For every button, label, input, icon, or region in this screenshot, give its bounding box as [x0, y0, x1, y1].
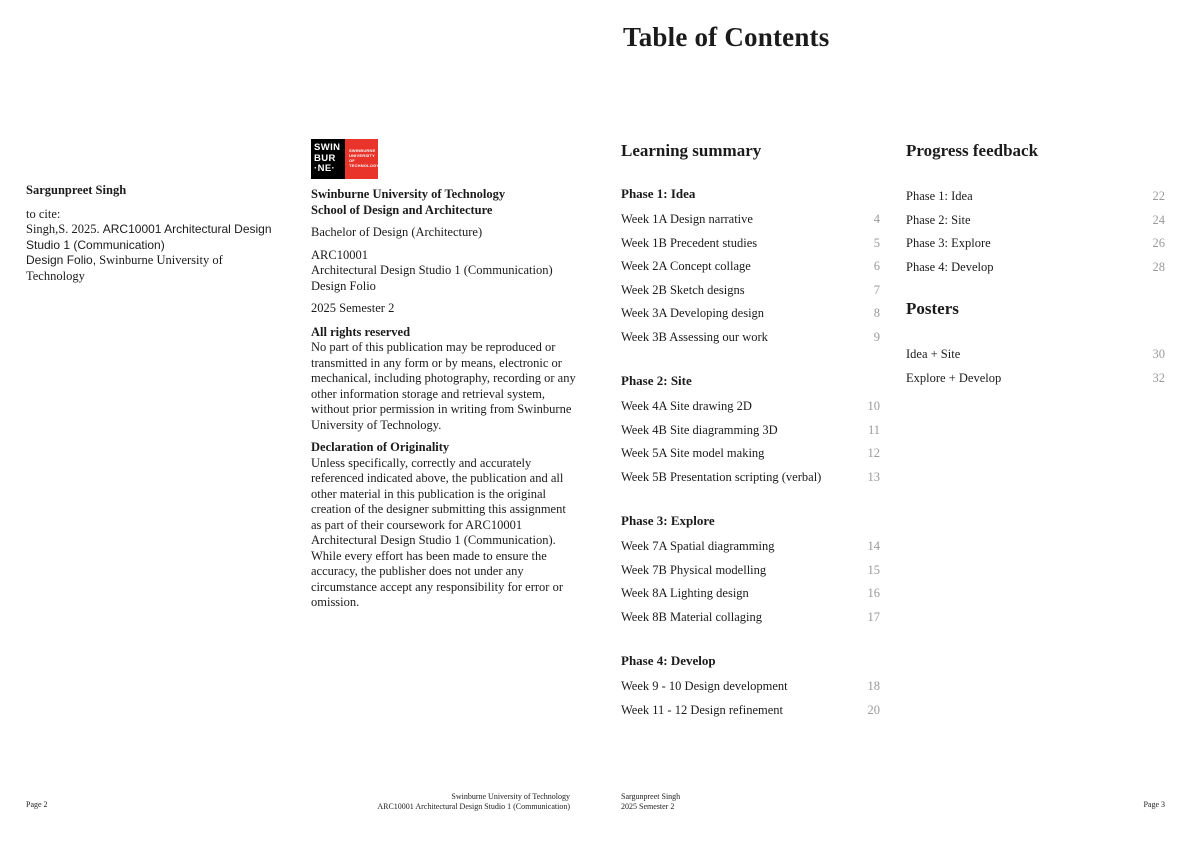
toc-entry-page: 18	[867, 679, 880, 694]
footer-semester: 2025 Semester 2	[621, 802, 675, 811]
progress-feedback-heading: Progress feedback	[906, 141, 1039, 160]
toc-entry-list	[621, 395, 880, 489]
page-title: Table of Contents	[623, 22, 830, 52]
rights-body: No part of this publication may be reproduced or transmitted in any form or by means, electronic or mechanical, including photography, recording or any other information storage and retrieval system, without prior permission in writing from Swinburne University of Technology.	[311, 340, 576, 432]
course-block	[311, 248, 577, 295]
toc-entry-page: 9	[873, 329, 880, 344]
rights-heading: All rights reserved	[311, 324, 411, 339]
toc-entry	[621, 535, 880, 559]
toc-entry	[621, 559, 880, 583]
toc-entry-page: 11	[867, 422, 880, 437]
toc-entry-page: 4	[873, 212, 880, 227]
cite-course: ARC10001 Architectural Design Studio 1 (Communication)	[26, 222, 272, 252]
toc-entry-list	[621, 208, 880, 349]
folio-label: Design Folio	[311, 278, 376, 293]
swinburne-logo-tagline: SWINBURNE UNIVERSITY OF TECHNOLOGY	[345, 139, 378, 179]
toc-entry-page: 22	[1152, 189, 1165, 204]
toc-entry	[906, 343, 1165, 367]
toc-entry-label: Explore + Develop	[906, 370, 1002, 385]
toc-phase-heading: Phase 2: Site	[621, 373, 692, 388]
toc-entry-page: 8	[873, 306, 880, 321]
footer-imprint-left	[377, 792, 570, 812]
cite-university: Swinburne University of Technology	[26, 253, 223, 283]
toc-entry-label: Phase 3: Explore	[906, 236, 991, 251]
cite-folio: Design Folio,	[26, 253, 97, 267]
toc-entry-page: 30	[1152, 347, 1165, 362]
university-school-block	[311, 187, 577, 218]
toc-entry	[621, 699, 880, 723]
toc-entry-page: 10	[867, 399, 880, 414]
cite-label: to cite:	[26, 206, 61, 221]
footer-course: ARC10001 Architectural Design Studio 1 (Communication)	[377, 802, 570, 811]
university-name: Swinburne University of Technology	[311, 187, 506, 201]
toc-entry-label: Week 4B Site diagramming 3D	[621, 422, 778, 437]
toc-entry-page: 20	[867, 702, 880, 717]
toc-entry	[906, 232, 1165, 256]
cite-author-year: Singh,S. 2025.	[26, 222, 103, 236]
imprint-column	[311, 139, 577, 618]
citation-block	[26, 207, 284, 285]
toc-entry	[621, 582, 880, 606]
toc-entry	[906, 185, 1165, 209]
toc-entry	[621, 326, 880, 350]
toc-entry	[621, 395, 880, 419]
toc-entry-page: 28	[1152, 259, 1165, 274]
rights-block	[311, 325, 577, 434]
course-name: Architectural Design Studio 1 (Communication)	[311, 263, 553, 277]
toc-entry-label: Phase 2: Site	[906, 212, 971, 227]
progress-feedback-list	[906, 185, 1165, 279]
toc-entry-label: Week 7A Spatial diagramming	[621, 539, 775, 554]
declaration-heading: Declaration of Originality	[311, 440, 450, 454]
toc-section-phase-2	[621, 372, 880, 489]
toc-entry-label: Week 8A Lighting design	[621, 586, 749, 601]
toc-entry	[906, 256, 1165, 280]
toc-entry	[621, 255, 880, 279]
toc-entry-page: 7	[873, 282, 880, 297]
toc-entry-page: 32	[1152, 370, 1165, 385]
toc-entry-label: Week 7B Physical modelling	[621, 562, 767, 577]
learning-summary-heading: Learning summary	[621, 141, 762, 160]
toc-entry-page: 16	[867, 586, 880, 601]
author-column	[26, 183, 284, 284]
toc-section-phase-4	[621, 652, 880, 722]
declaration-block	[311, 440, 577, 611]
footer-imprint-right	[621, 792, 680, 812]
toc-entry	[906, 209, 1165, 233]
toc-phase-heading: Phase 3: Explore	[621, 513, 715, 528]
progress-feedback-column	[906, 140, 1165, 390]
toc-entry-label: Week 5B Presentation scripting (verbal)	[621, 469, 822, 484]
course-code: ARC10001	[311, 247, 368, 262]
learning-summary-column	[621, 140, 880, 745]
swinburne-logo-wordmark: SWIN BUR ·NE·	[311, 139, 345, 179]
toc-entry-label: Week 4A Site drawing 2D	[621, 399, 752, 414]
toc-entry-label: Week 5A Site model making	[621, 446, 765, 461]
toc-entry-page: 15	[867, 562, 880, 577]
toc-entry-label: Week 3A Developing design	[621, 306, 765, 321]
toc-entry-page: 5	[873, 235, 880, 250]
swinburne-logo-icon	[311, 139, 378, 179]
toc-entry-list	[621, 675, 880, 722]
toc-entry	[621, 606, 880, 630]
toc-entry	[621, 208, 880, 232]
toc-section-phase-3	[621, 512, 880, 629]
toc-entry	[621, 442, 880, 466]
footer-page-number-right: Page 3	[1143, 800, 1165, 809]
toc-entry-list	[621, 535, 880, 629]
toc-entry-page: 14	[867, 539, 880, 554]
toc-entry-label: Week 2A Concept collage	[621, 259, 751, 274]
toc-entry	[621, 302, 880, 326]
toc-entry-label: Week 2B Sketch designs	[621, 282, 745, 297]
toc-entry-label: Week 9 - 10 Design development	[621, 679, 788, 694]
declaration-body: Unless specifically, correctly and accurately referenced indicated above, the publication and all other material in this publication is the original creation of the designer submitting this assignment as part of their coursework for ARC10001 Architectural Design Studio 1 (Communication). While every effort has been made to ensure the accuracy, the publisher does not under any circumstance accept any responsibility for error or omission.	[311, 455, 566, 609]
toc-entry	[621, 419, 880, 443]
toc-entry-label: Idea + Site	[906, 347, 961, 362]
toc-entry	[621, 466, 880, 490]
toc-entry	[621, 232, 880, 256]
author-name: Sargunpreet Singh	[26, 183, 127, 197]
toc-entry-label: Week 8B Material collaging	[621, 609, 762, 624]
toc-entry-page: 12	[867, 446, 880, 461]
toc-entry	[621, 279, 880, 303]
toc-entry	[906, 367, 1165, 391]
toc-phase-heading: Phase 1: Idea	[621, 186, 696, 201]
toc-entry-label: Week 1A Design narrative	[621, 212, 753, 227]
toc-entry-label: Week 1B Precedent studies	[621, 235, 758, 250]
toc-entry-label: Phase 4: Develop	[906, 259, 994, 274]
toc-entry-label: Phase 1: Idea	[906, 189, 973, 204]
toc-entry-page: 17	[867, 609, 880, 624]
toc-entry-page: 24	[1152, 212, 1165, 227]
semester-label: 2025 Semester 2	[311, 301, 395, 315]
footer-author: Sargunpreet Singh	[621, 792, 681, 801]
footer-page-number-left: Page 2	[26, 800, 48, 809]
degree-name: Bachelor of Design (Architecture)	[311, 225, 483, 239]
school-name: School of Design and Architecture	[311, 202, 493, 217]
posters-heading: Posters	[906, 299, 959, 318]
footer-university: Swinburne University of Technology	[451, 792, 570, 801]
toc-phase-heading: Phase 4: Develop	[621, 653, 716, 668]
toc-entry-page: 6	[873, 259, 880, 274]
posters-list	[906, 343, 1165, 390]
toc-entry-page: 26	[1152, 236, 1165, 251]
toc-section-phase-1	[621, 185, 880, 349]
toc-entry-label: Week 11 - 12 Design refinement	[621, 702, 784, 717]
toc-entry	[621, 675, 880, 699]
toc-entry-label: Week 3B Assessing our work	[621, 329, 768, 344]
toc-entry-page: 13	[867, 469, 880, 484]
